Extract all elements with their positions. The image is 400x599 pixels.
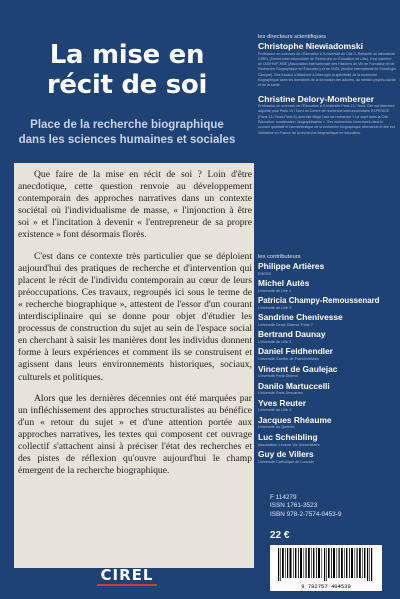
- contributor-affiliation: EHESS: [258, 271, 271, 276]
- summary-paragraph: Alors que les dernières décennies ont été marquées par un infléchissement des approches structuralistes au bénéfice d'un « retour du sujet » et d'une attention portée aux approches narratives, les textes qui composent cet ouvrage collectif s'attachent ainsi à préciser l'état des recherches et des pistes de réflexion qu'ouvre aujourd'hui le champ émergent de la recherche biographique.: [18, 392, 252, 477]
- director-bio: Professeur en sciences de l'Éducation à l'Université Paris 13 / Nord. Elle est directrice adjointe pour Paris 13 / Nord du Centre de recherche interuniversitaire EXPERICE (Paris 13 / Nord-Paris 8) dont elle dirige l'axe de recherche « Le sujet dans la Cité. Éducation, socialisation, biographisation ». Ses recherches s'inscrivent dans le courant qualitatif et herméneutique de la recherche biographique allemande et elle est l'initiatrice en France de la recherche biographique en éducation.: [258, 104, 395, 135]
- contributor-name: Sandrine Chenivesse: [258, 312, 343, 323]
- director-name: Christophe Niewiadomski: [258, 41, 364, 51]
- publisher-logo: [0, 566, 254, 586]
- contributor-affiliation: Université de Lille 3: [258, 339, 292, 344]
- catalog-codes: [270, 494, 341, 519]
- title-line-1: La mise en: [49, 40, 205, 70]
- director-name: Christine Delory-Momberger: [258, 93, 375, 104]
- book-title: [0, 40, 254, 100]
- contributor-affiliation: Université Goethe de Francfort/Main: [258, 357, 320, 362]
- contributor-affiliation: Université Denis Diderot, Paris 7: [258, 322, 313, 327]
- contributor-name: Luc Scheibling: [258, 431, 318, 442]
- contributor-affiliation: Université de Lille 3: [258, 305, 292, 310]
- contributor-affiliation: Université du Québec: [258, 425, 295, 430]
- title-line-2: récit de soi: [46, 70, 208, 100]
- isbn-code: ISBN 978-2-7574-0453-9: [270, 510, 342, 518]
- contributor-affiliation: Université de Lille 3: [258, 408, 292, 413]
- contributor-affiliation: Université Paris Diderot: [258, 374, 298, 379]
- contributors-heading: les contributeurs: [258, 254, 301, 260]
- contributor-name: Philippe Artières: [258, 261, 325, 271]
- contributor-name: Bertrand Daunay: [258, 329, 326, 340]
- barcode: [270, 545, 382, 591]
- book-subtitle: [8, 118, 246, 148]
- subtitle-line-2: dans les sciences humaines et sociales: [18, 134, 236, 146]
- reference-code: F 114279: [270, 494, 297, 501]
- contributor-affiliation: Association Lecture Vie Universitaire: [258, 442, 320, 447]
- summary-paragraph: Que faire de la mise en récit de soi ? Loin d'être anecdotique, cette question renvoie au développement contemporain des approches narratives dans un contexte sociétal où l'individualisme de masse, « l'injonction à être soi » et l'incitation à devenir « l'entrepreneur de sa propre existence » font désormais florès.: [18, 169, 252, 241]
- summary-text: [18, 169, 252, 486]
- contributor-name: Danilo Martuccelli: [258, 380, 330, 391]
- contributor-name: Michel Autès: [258, 278, 310, 289]
- barcode-digits: 9 782757 404539: [301, 583, 351, 590]
- director-bio: Professeur en sciences de l'Éducation à l'Université de Lille 3. Rattaché au laboratoire CIREL (Centre Interuniversitaire de Recherche en Éducation de Lille), il est membre de l'ASIHVIF-RBE (Association Internationale des Histoires de Vie en Formation et de Recherche Biographique en Éducation) et de l'AISL (Institut International de Sociologie Clinique). Ses travaux s'attachent à interroger la spécificité de la recherche biographique dans les domaines de la formation des adultes, du médico-psycho-social et de la santé.: [258, 51, 397, 88]
- issn-code: ISSN 1761-3523: [270, 502, 318, 510]
- contributor-affiliation: Université de Lille 1: [258, 288, 292, 293]
- directors-block: [258, 34, 396, 136]
- contributor-name: Patricia Champy-Remoussenard: [258, 296, 380, 306]
- directors-heading: les directeurs scientifiques: [258, 34, 326, 40]
- barcode-bars-icon: [270, 545, 382, 583]
- subtitle-line-1: Place de la recherche biographique: [30, 119, 224, 131]
- contributor-name: Daniel Feldhendler: [258, 346, 333, 357]
- contributor-name: Jacques Rhéaume: [258, 414, 332, 425]
- publisher-name: CIREL: [97, 566, 158, 586]
- contributor-affiliation: Université Catholique de Louvain: [258, 459, 314, 464]
- contributors-block: [258, 254, 398, 467]
- contributor-name: Yves Reuter: [258, 397, 306, 408]
- contributor-affiliation: Université Paris Descartes: [258, 391, 303, 396]
- summary-paragraph: C'est dans ce contexte très particulier que se déploient aujourd'hui des pratiques de recherche et d'intervention qui placent le récit de l'individu contemporain au cœur de leurs préoccupations. Ces travaux, regroupés ici sous le terme de « recherche biographique », attestent de l'essor d'un courant interdisciplinaire qui se donne pour objet d'étudier les processus de construction du sujet au sein de l'espace social en cherchant à saisir les manières dont les individus donnent forme à leurs expériences et comment ils se construisent et agissent dans leurs environnements historiques, sociaux, culturels et politiques.: [18, 250, 252, 383]
- price-label: 22 €: [270, 530, 290, 541]
- contributor-name: Guy de Villers: [258, 449, 314, 460]
- contributor-name: Vincent de Gaulejac: [258, 363, 338, 374]
